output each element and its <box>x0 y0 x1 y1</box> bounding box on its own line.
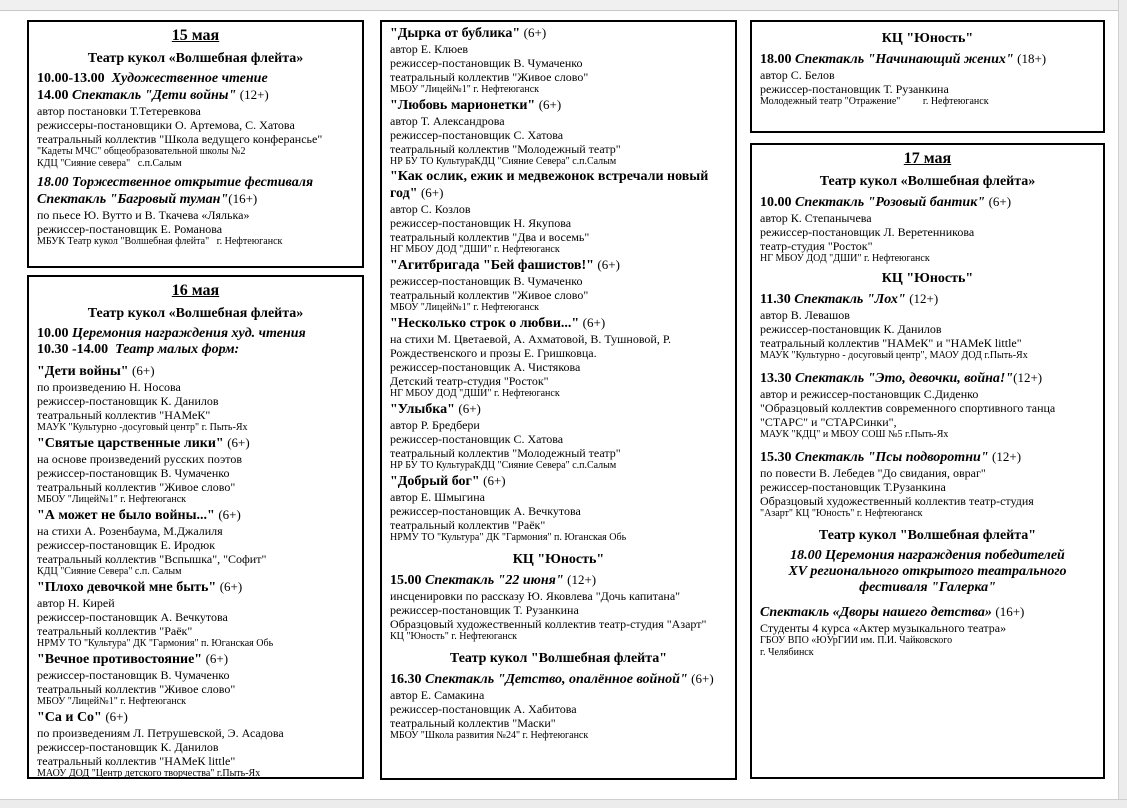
kc-box-author: автор С. Белов <box>760 68 835 82</box>
may15-event3-basis: по пьесе Ю. Вутто и В. Ткачева «Лялька» <box>37 208 250 222</box>
may16-performance-org: МАУК "Культурно -досуговый центр" г. Пыть-Ях <box>37 422 248 433</box>
col2-performance-detail: автор Е. Шмыгина <box>390 490 485 504</box>
may17-e4-line-2: Образцовый художественный коллектив театр-студия <box>760 494 1034 508</box>
col2-performance-item <box>390 25 727 96</box>
col2-kc-title: КЦ "Юность" <box>512 552 605 567</box>
may17-e2: 11.30 Спектакль "Лох" (12+) <box>760 291 939 307</box>
col2-performance-detail: театральный коллектив "Два и восемь" <box>390 230 590 244</box>
window-top-edge <box>0 0 1127 11</box>
may15-box <box>27 20 364 268</box>
may16-performance-detail: режиссер-постановщик В. Чумаченко <box>37 466 230 480</box>
may16-performance-detail: театральный коллектив "Раёк" <box>37 624 193 638</box>
col2-performance-detail: автор Т. Александрова <box>390 114 505 128</box>
may16-performance-detail: режиссер-постановщик К. Данилов <box>37 394 219 408</box>
may16-performance-item <box>37 651 354 708</box>
may16-performance-org: МБОУ "Лицей№1" г. Нефтеюганск <box>37 494 186 505</box>
may16-ceremony: 10.00 Церемония награждения худ. чтения <box>37 326 306 341</box>
may15-event1: 10.00-13.00 Художественное чтение <box>37 71 268 86</box>
kc-box-director: режиссер-постановщик Т. Рузанкина <box>760 82 949 96</box>
may17-e1-line-2: театр-студия "Росток" <box>760 239 873 253</box>
col2-performance-detail: театральный коллектив "Молодежный театр" <box>390 142 621 156</box>
col2-performance-title: "Дырка от бублика" (6+) <box>390 25 547 41</box>
may16-small-forms: 10.30 -14.00 Театр малых форм: <box>37 342 240 357</box>
col2-kc-event: 15.00 Спектакль "22 июня" (12+) <box>390 572 597 588</box>
may17-e3: 13.30 Спектакль "Это, девочки, война!"(12+) <box>760 370 1043 386</box>
may16-performance-title: "Вечное противостояние" (6+) <box>37 651 229 667</box>
col2-kc-line-0: инсценировки по рассказу Ю. Яковлева "Дочь капитана" <box>390 589 681 603</box>
col2-performance-org: НР БУ ТО КультураКДЦ "Сияние Севера" с.п.Салым <box>390 156 617 167</box>
may17-venue1: Театр кукол «Волшебная флейта» <box>819 174 1036 189</box>
may15-event2-org: КДЦ "Сияние севера" с.п.Салым <box>37 158 182 169</box>
may16-performance-item <box>37 363 354 434</box>
may15-event2-directors: режиссеры-постановщики О. Артемова, С. Хатова <box>37 118 295 132</box>
col2-kc-org: КЦ "Юность" г. Нефтеюганск <box>390 631 518 642</box>
col2-performance-detail: автор Р. Бредбери <box>390 418 480 432</box>
may17-final-line3: г. Челябинск <box>760 647 814 658</box>
may16-performance-title: "А может не было войны..." (6+) <box>37 507 241 523</box>
col2-puppet-title: Театр кукол "Волшебная флейта" <box>449 651 668 666</box>
may17-e1-line-1: режиссер-постановщик Л. Веретенникова <box>760 225 975 239</box>
may16-performance-item <box>37 507 354 578</box>
column2-performance-list <box>390 25 727 544</box>
may16-performance-detail: режиссер-постановщик А. Вечкутова <box>37 610 228 624</box>
col2-puppet-event: 16.30 Спектакль "Детство, опалённое войной" (6+) <box>390 671 714 687</box>
may17-closing-line2: XV регионального открытого театрального <box>788 564 1067 579</box>
may15-event3-line2: Спектакль "Багровый туман"(16+) <box>37 191 258 207</box>
col2-performance-detail: режиссер-постановщик С. Хатова <box>390 432 564 446</box>
may17-final-line2: ГБОУ ВПО «ЮУрГИИ им. П.И. Чайковского <box>760 635 953 646</box>
may17-e3-line-0: автор и режиссер-постановщик С.Диденко <box>760 387 979 401</box>
may16-performance-title: "Са и Со" (6+) <box>37 709 128 725</box>
col2-performance-org: НР БУ ТО КультураКДЦ "Сияние Севера" с.п.Салым <box>390 460 617 471</box>
col2-performance-title: "Несколько строк о любви..." (6+) <box>390 315 606 331</box>
col2-performance-detail: режиссер-постановщик С. Хатова <box>390 128 564 142</box>
may16-performance-detail: театральный коллектив "Живое слово" <box>37 682 236 696</box>
col2-performance-detail: режиссер-постановщик Н. Якупова <box>390 216 572 230</box>
may17-date: 17 мая <box>903 150 952 167</box>
may16-date: 16 мая <box>171 282 220 299</box>
col2-performance-detail: театральный коллектив "Раёк" <box>390 518 546 532</box>
col2-performance-detail: Детский театр-студия "Росток" <box>390 374 549 388</box>
may15-date: 15 мая <box>171 27 220 44</box>
may17-e1-line-0: автор К. Степанычева <box>760 211 872 225</box>
col2-performance-item <box>390 401 727 472</box>
may16-performance-item <box>37 435 354 506</box>
may15-event2: 14.00 Спектакль "Дети войны" (12+) <box>37 87 269 103</box>
col2-performance-title: "Как ослик, ежик и медвежонок встречали новый год" (6+) <box>390 169 709 201</box>
may16-performance-item <box>37 579 354 650</box>
may16-performance-detail: по произведениям Л. Петрушевской, Э. Асадова <box>37 726 284 740</box>
col2-performance-org: НГ МБОУ ДОД "ДШИ" г. Нефтеюганск <box>390 388 560 399</box>
may16-performance-detail: театральный коллектив "НАМеК little" <box>37 754 236 768</box>
col2-puppet-org: МБОУ "Школа развития №24" г. Нефтеюганск <box>390 730 589 741</box>
may16-performance-detail: театральный коллектив "Живое слово" <box>37 480 236 494</box>
may17-e3-org: МАУК "КДЦ" и МБОУ СОШ №5 г.Пыть-Ях <box>760 429 949 440</box>
may16-performance-item <box>37 709 354 779</box>
may17-e4-line-0: по повести В. Лебедев "До свидания, овраг" <box>760 466 986 480</box>
may17-closing-line3: фестиваля "Галерка" <box>859 580 996 595</box>
may16-performance-title: "Дети войны" (6+) <box>37 363 155 379</box>
col2-performance-title: "Агитбригада "Бей фашистов!" (6+) <box>390 257 620 273</box>
may16-performance-detail: театральный коллектив "Вспышка", "Софит" <box>37 552 267 566</box>
may16-performance-detail: на основе произведений русских поэтов <box>37 452 242 466</box>
may15-venue: Театр кукол «Волшебная флейта» <box>87 51 304 66</box>
may17-e1-org: НГ МБОУ ДОД "ДШИ" г. Нефтеюганск <box>760 253 930 264</box>
col2-performance-detail: автор Е. Клюев <box>390 42 469 56</box>
col2-puppet-line-1: режиссер-постановщик А. Хабитова <box>390 702 577 716</box>
may17-venue2: КЦ "Юность" <box>881 271 974 286</box>
may16-performance-detail: на стихи А. Розенбаума, М.Джалиля <box>37 524 223 538</box>
col2-performance-title: "Любовь марионетки" (6+) <box>390 97 562 113</box>
kc-box-title: КЦ "Юность" <box>881 31 974 46</box>
may17-final: Спектакль «Дворы нашего детства» (16+) <box>760 604 1025 620</box>
may16-performance-detail: режиссер-постановщик К. Данилов <box>37 740 219 754</box>
col2-performance-org: НРМУ ТО "Культура" ДК "Гармония" п. Юганская Обь <box>390 532 627 543</box>
may16-performance-org: МБОУ "Лицей№1" г. Нефтеюганск <box>37 696 186 707</box>
may16-performance-org: МАОУ ДОД "Центр детского творчества" г.Пыть-Ях <box>37 768 261 779</box>
col2-performance-org: МБОУ "Лицей№1" г. Нефтеюганск <box>390 302 539 313</box>
kc-box-event: 18.00 Спектакль "Начинающий жених" (18+) <box>760 51 1047 67</box>
window-scrollbar[interactable] <box>1118 0 1127 808</box>
col2-performance-org: НГ МБОУ ДОД "ДШИ" г. Нефтеюганск <box>390 244 560 255</box>
may17-e2-line-1: режиссер-постановщик К. Данилов <box>760 322 942 336</box>
col2-performance-detail: театральный коллектив "Молодежный театр" <box>390 446 621 460</box>
col2-performance-detail: автор С. Козлов <box>390 202 471 216</box>
col2-performance-detail: театральный коллектив "Живое слово" <box>390 288 589 302</box>
may17-e2-line-0: автор В. Левашов <box>760 308 850 322</box>
may15-event2-collective: театральный коллектив "Школа ведущего конферансье" <box>37 132 323 146</box>
may17-box <box>750 143 1105 779</box>
may17-e2-org: МАУК "Культурно - досуговый центр", МАОУ ДОД г.Пыть-Ях <box>760 350 1028 361</box>
col2-performance-detail: режиссер-постановщик В. Чумаченко <box>390 274 583 288</box>
kc-box-org: Молодежный театр "Отражение" г. Нефтеюганск <box>760 96 989 107</box>
col2-performance-org: МБОУ "Лицей№1" г. Нефтеюганск <box>390 84 539 95</box>
may16-performance-detail: театральный коллектив "НАМеК" <box>37 408 211 422</box>
may17-closing: 18.00 Церемония награждения победителей <box>790 548 1065 563</box>
kc-yunost-box <box>750 20 1105 133</box>
may17-e4: 15.30 Спектакль "Псы подворотни" (12+) <box>760 449 1022 465</box>
may16-box <box>27 275 364 779</box>
col2-performance-detail: режиссер-постановщик В. Чумаченко <box>390 56 583 70</box>
col2-performance-item <box>390 97 727 168</box>
may17-e4-org: "Азарт" КЦ "Юность" г. Нефтеюганск <box>760 508 923 519</box>
may15-event2-author: автор постановки Т.Тетеревкова <box>37 104 201 118</box>
may16-performance-org: НРМУ ТО "Культура" ДК "Гармония" п. Юганская Обь <box>37 638 274 649</box>
may15-event3-director: режиссер-постановщик Е. Романова <box>37 222 223 236</box>
may15-event2-school: "Кадеты МЧС" общеобразовательной школы №2 <box>37 146 246 157</box>
may17-e2-line-2: театральный коллектив "НАМеК" и "НАМеК little" <box>760 336 1022 350</box>
col2-puppet-line-2: театральный коллектив "Маски" <box>390 716 556 730</box>
may16-performance-list <box>37 363 354 779</box>
may15-event3-org: МБУК Театр кукол "Волшебная флейта" г. Нефтеюганск <box>37 236 283 247</box>
col2-performance-detail: на стихи М. Цветаевой, А. Ахматовой, В. Тушновой, Р. Рождественского и прозы Е. Гришковца. <box>390 332 671 360</box>
col2-performance-title: "Улыбка" (6+) <box>390 401 481 417</box>
col2-performance-title: "Добрый бог" (6+) <box>390 473 506 489</box>
col2-performance-detail: театральный коллектив "Живое слово" <box>390 70 589 84</box>
may17-e4-line-1: режиссер-постановщик Т.Рузанкина <box>760 480 946 494</box>
col2-performance-item <box>390 315 727 400</box>
col2-puppet-line-0: автор Е. Самакина <box>390 688 485 702</box>
may17-venue3: Театр кукол "Волшебная флейта" <box>818 528 1037 543</box>
may17-final-line1: Студенты 4 курса «Актер музыкального театра» <box>760 621 1007 635</box>
may16-performance-title: "Святые царственные лики" (6+) <box>37 435 250 451</box>
may16-venue: Театр кукол «Волшебная флейта» <box>87 306 304 321</box>
may16-performance-detail: по произведению Н. Носова <box>37 380 181 394</box>
col2-performance-item <box>390 169 727 256</box>
may15-event3-line1: 18.00 Торжественное открытие фестиваля <box>37 175 314 190</box>
col2-performance-detail: режиссер-постановщик А. Вечкутова <box>390 504 581 518</box>
col2-performance-item <box>390 257 727 314</box>
may17-e1: 10.00 Спектакль "Розовый бантик" (6+) <box>760 194 1012 210</box>
col2-kc-line-1: режиссер-постановщик Т. Рузанкина <box>390 603 579 617</box>
window-bottom-edge <box>0 799 1127 808</box>
may16-performance-detail: автор Н. Кирей <box>37 596 115 610</box>
col2-performance-detail: режиссер-постановщик А. Чистякова <box>390 360 581 374</box>
col2-performance-item <box>390 473 727 544</box>
column2-box <box>380 20 737 780</box>
may16-performance-title: "Плохо девочкой мне быть" (6+) <box>37 579 243 595</box>
may16-performance-detail: режиссер-постановщик Е. Иродюк <box>37 538 216 552</box>
col2-kc-line-2: Образцовый художественный коллектив театр-студия "Азарт" <box>390 617 707 631</box>
may16-performance-detail: режиссер-постановщик В. Чумаченко <box>37 668 230 682</box>
may16-performance-org: КДЦ "Сияние Севера" с.п. Салым <box>37 566 182 577</box>
may17-e3-line-1: "Образцовый коллектив современного спортивного танца "СТАРС" и "СТАРСинки", <box>760 401 1056 429</box>
